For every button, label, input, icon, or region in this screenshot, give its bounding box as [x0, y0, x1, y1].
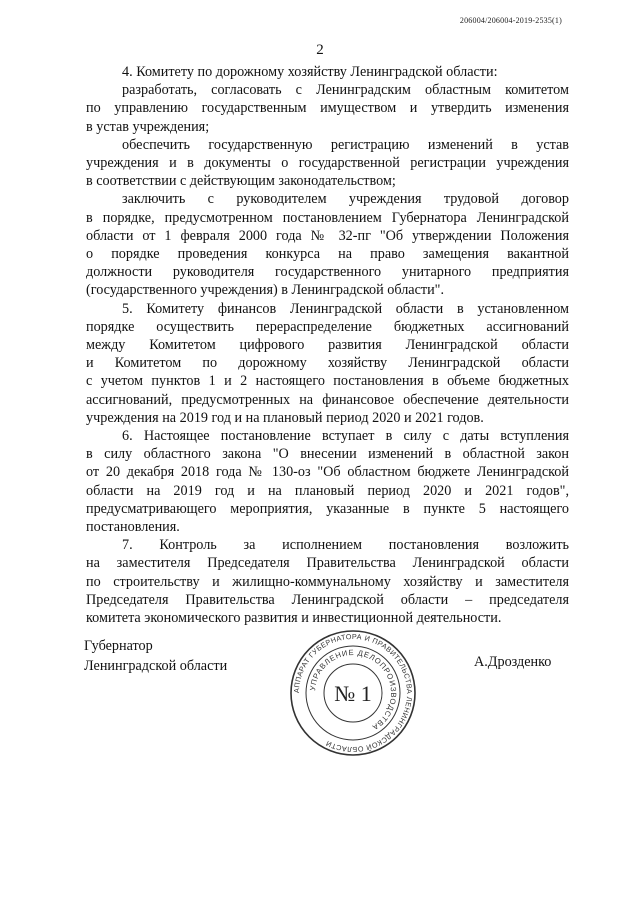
body-line: между Комитетом цифрового развития Ленинградской области: [86, 337, 569, 354]
seal-outer-text: АППАРАТ ГУБЕРНАТОРА И ПРАВИТЕЛЬСТВА ЛЕНИНГРАДСКОЙ ОБЛАСТИ: [291, 631, 415, 755]
official-seal: [288, 628, 418, 758]
signatory-title-line1: Губернатор: [84, 638, 153, 654]
signatory-title: [84, 636, 227, 676]
body-line: обеспечить государственную регистрацию изменений в устав: [122, 136, 569, 153]
body-line: комитета экономического развития и инвестиционной деятельности.: [86, 610, 502, 627]
body-line: 5. Комитету финансов Ленинградской области в установленном: [122, 300, 569, 317]
body-line: по управлению государственным имуществом и утвердить изменения: [86, 100, 569, 117]
body-line: с учетом пунктов 1 и 2 настоящего постановления в объеме бюджетных: [86, 373, 569, 390]
body-line: области на 2019 год и на плановый период 2020 и 2021 годов",: [86, 482, 569, 499]
body-line: 4. Комитету по дорожному хозяйству Ленинградской области:: [122, 64, 498, 80]
body-line: разработать, согласовать с Ленинградским областным комитетом: [122, 82, 569, 99]
body-line: должности руководителя государственного унитарного предприятия: [86, 264, 569, 281]
body-line: (государственного учреждения) в Ленинградской области".: [86, 282, 445, 299]
seal-inner-text: УПРАВЛЕНИЕ ДЕЛОПРОИЗВОДСТВА: [308, 647, 399, 733]
body-line: предусматривающего мероприятия, указанные в пункте 5 настоящего: [86, 500, 569, 517]
body-line: области от 1 февраля 2000 года № 32-пг "Об утверждении Положения: [86, 227, 569, 244]
body-line: в устав учреждения;: [86, 118, 210, 135]
body-line: на заместителя Председателя Правительства Ленинградской области: [86, 555, 569, 572]
body-line: постановления.: [86, 519, 180, 536]
body-line: в порядке, предусмотренном постановлением Губернатора Ленинградской: [86, 209, 569, 226]
body-line: в силу областного закона "О внесении изменений в областной закон: [86, 446, 569, 463]
body-line: в соответствии с действующим законодательством;: [86, 173, 396, 190]
signatory-name: А.Дрозденко: [474, 654, 552, 670]
document-id: 206004/206004-2019-2535(1): [459, 16, 562, 25]
seal-number: № 1: [334, 681, 372, 706]
body-line: ассигнований, предусмотренных на финансовое обеспечение деятельности: [86, 391, 569, 408]
body-line: и Комитетом по дорожному хозяйству Ленинградской области: [86, 355, 569, 372]
body-line: по строительству и жилищно-коммунальному хозяйству и заместителя: [86, 573, 569, 590]
body-line: 6. Настоящее постановление вступает в силу с даты вступления: [122, 428, 569, 445]
body-line: порядке осуществить перераспределение бюджетных ассигнований: [86, 318, 569, 335]
body-line: 7. Контроль за исполнением постановления возложить: [122, 537, 569, 554]
page-number: 2: [316, 42, 324, 58]
document-body: [86, 63, 569, 627]
body-line: от 20 декабря 2018 года № 130-оз "Об областном бюджете Ленинградской: [86, 464, 569, 481]
signatory-title-line2: Ленинградской области: [84, 658, 228, 674]
body-line: заключить с руководителем учреждения трудовой договор: [122, 191, 569, 208]
body-line: Председателя Правительства Ленинградской области – председателя: [86, 591, 569, 608]
body-line: о порядке проведения конкурса на право замещения вакантной: [86, 246, 569, 263]
body-line: учреждения на 2019 год и на плановый период 2020 и 2021 годов.: [86, 409, 484, 426]
body-line: учреждения и в документы о государственной регистрации учреждения: [86, 155, 569, 172]
